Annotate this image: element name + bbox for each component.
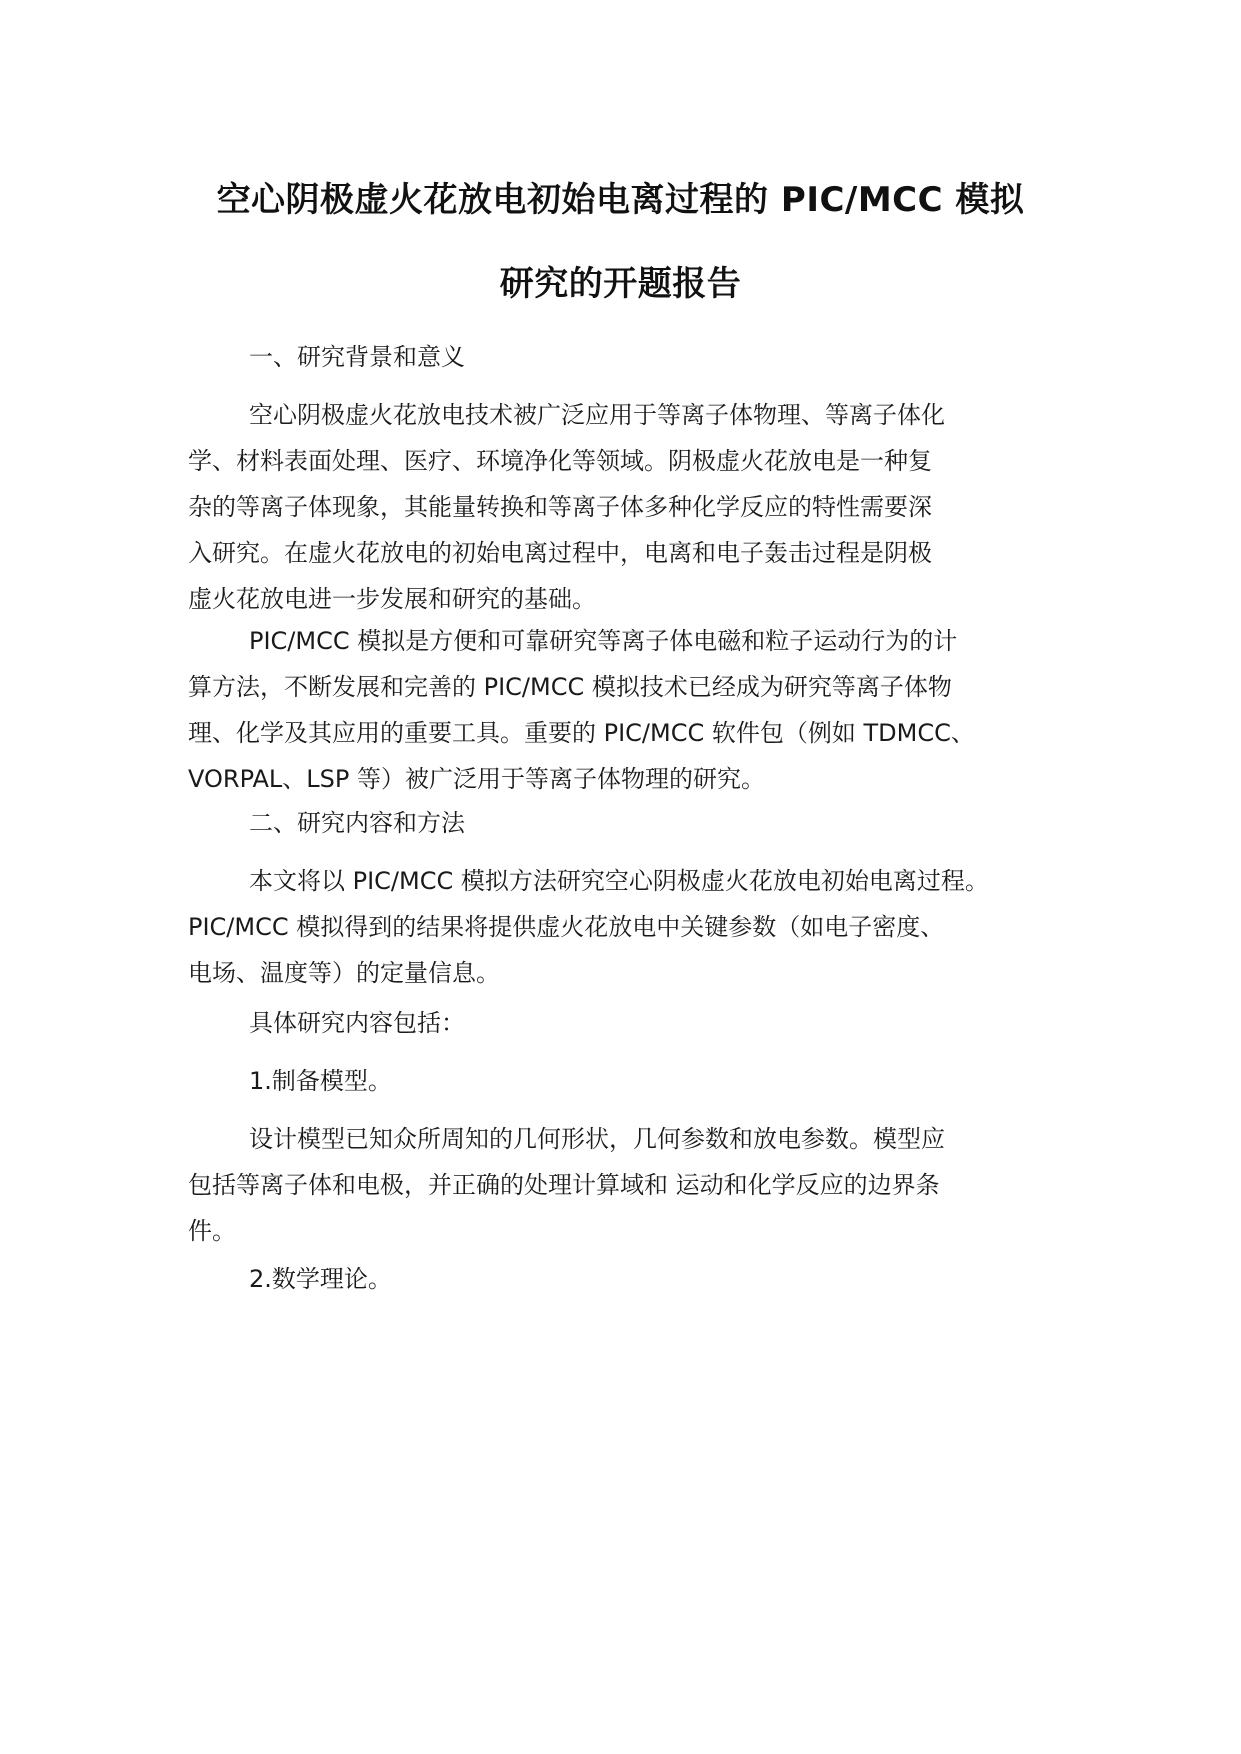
document-title-line-1: 空心阴极虚火花放电初始电离过程的 PIC/MCC 模拟 — [216, 180, 1025, 220]
list-item-1 — [188, 1058, 1068, 1104]
paragraph-line: 理、化学及其应用的重要工具。重要的 PIC/MCC 软件包（例如 TDMCC、 — [188, 719, 975, 747]
paragraph-line: 虚火花放电进一步发展和研究的基础。 — [188, 585, 596, 613]
paragraph-line: PIC/MCC 模拟是方便和可靠研究等离子体电磁和粒子运动行为的计 — [249, 627, 958, 655]
heading-text: 一、研究背景和意义 — [249, 343, 465, 371]
paragraph-content-intro — [188, 1000, 1068, 1046]
list-item-text: 1.制备模型。 — [249, 1067, 392, 1095]
paragraph-line: 空心阴极虚火花放电技术被广泛应用于等离子体物理、等离子体化 — [249, 401, 945, 429]
paragraph-model — [188, 1116, 1068, 1254]
document-title-line-2: 研究的开题报告 — [499, 264, 742, 304]
paragraph-background — [188, 392, 1068, 622]
list-item-text: 2.数学理论。 — [249, 1265, 392, 1293]
heading-text: 二、研究内容和方法 — [249, 809, 465, 837]
section-1-heading — [188, 334, 1068, 380]
paragraph-line: 学、材料表面处理、医疗、环境净化等领域。阴极虚火花放电是一种复 — [188, 447, 932, 475]
paragraph-line: VORPAL、LSP 等）被广泛用于等离子体物理的研究。 — [188, 765, 765, 793]
list-item-2 — [188, 1256, 1068, 1302]
paragraph-line: 算方法，不断发展和完善的 PIC/MCC 模拟技术已经成为研究等离子体物 — [188, 673, 952, 701]
paragraph-line: 具体研究内容包括： — [249, 1009, 465, 1037]
paragraph-line: 包括等离子体和电极，并正确的处理计算域和 运动和化学反应的边界条 — [188, 1171, 940, 1199]
section-2-heading — [188, 800, 1068, 846]
paragraph-line: 入研究。在虚火花放电的初始电离过程中，电离和电子轰击过程是阴极 — [188, 539, 932, 567]
paragraph-line: 杂的等离子体现象，其能量转换和等离子体多种化学反应的特性需要深 — [188, 493, 932, 521]
paragraph-method — [188, 858, 1068, 996]
paragraph-line: 设计模型已知众所周知的几何形状，几何参数和放电参数。模型应 — [249, 1125, 945, 1153]
paragraph-pic-mcc — [188, 618, 1068, 802]
paragraph-line: 电场、温度等）的定量信息。 — [188, 959, 500, 987]
paragraph-line: 本文将以 PIC/MCC 模拟方法研究空心阴极虚火花放电初始电离过程。 — [249, 867, 989, 895]
paragraph-line: PIC/MCC 模拟得到的结果将提供虚火花放电中关键参数（如电子密度、 — [188, 913, 945, 941]
paragraph-line: 件。 — [188, 1217, 236, 1245]
